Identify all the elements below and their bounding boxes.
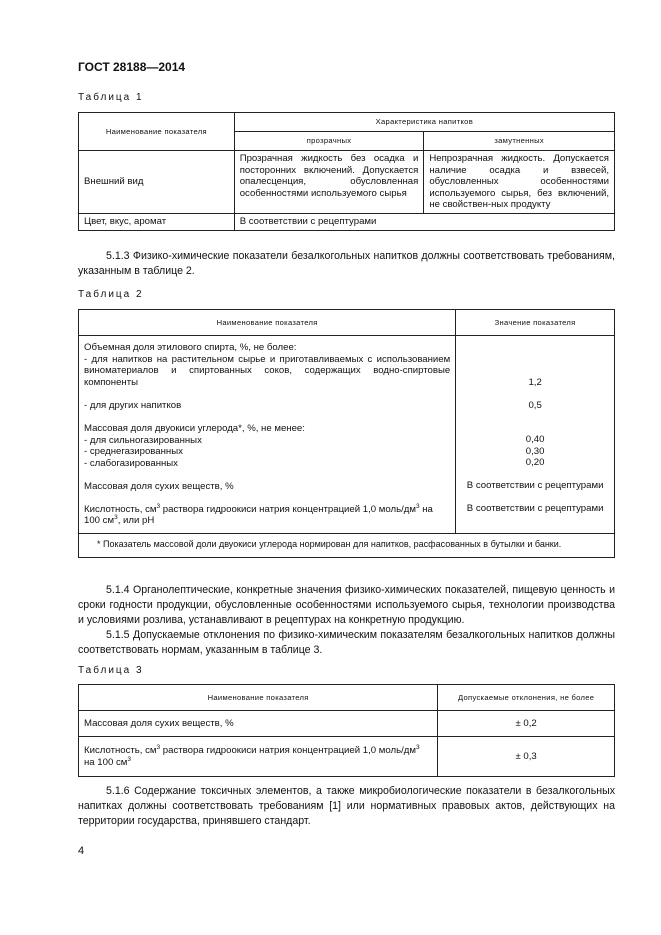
table1-cell-merged: В соответствии с рецептурами (234, 214, 614, 231)
co2-strong: - для сильногазированных (84, 434, 202, 446)
table1-caption: Таблица 1 (78, 92, 144, 103)
table3-solids-value: ± 0,2 (438, 711, 615, 737)
table1-header-turbid: замутненных (424, 132, 615, 151)
paragraph-5-1-3 (78, 249, 615, 279)
co2-weak: - слабогазированных (84, 457, 178, 469)
co2-strong-value: 0,40 (525, 434, 545, 445)
acidity: Кислотность, $см^3$ раствора гидроокиси натрия концентрацией 1,0 моль/$дм^3$ на 100 $см^3$, или рН (84, 502, 433, 526)
paragraph-5-1-5: 5.1.5 Допускаемые отклонения по физико-химическим показателям безалкогольных напитков должны соответствовать нормам, указанным в таблице 3. (78, 629, 615, 656)
paragraph-5-1-6-text: 5.1.6 Содержание токсичных элементов, а также микробиологические показатели в безалкогольных напитках должны соответствовать требованиям [1] или нормативных правовых актов, действующих на территории государства, принявшего стандарт. (78, 785, 615, 827)
table3-solids: Массовая доля сухих веществ, % (79, 711, 438, 737)
ethanol-other: - для других напитков (84, 400, 182, 411)
table3-caption: Таблица 3 (78, 665, 144, 676)
solids-value: В соответствии с рецептурами (466, 480, 604, 491)
table2 (78, 309, 615, 558)
table3 (78, 684, 615, 777)
solids: Массовая доля сухих веществ, % (84, 480, 234, 492)
table1-header-clear: прозрачных (234, 132, 424, 151)
ethanol-plant-value: 1,2 (528, 376, 542, 388)
co2-medium-value: 0,30 (525, 445, 545, 457)
table1-row-name: Цвет, вкус, аромат (79, 214, 235, 231)
table1-row-name: Внешний вид (79, 151, 235, 214)
page-number: 4 (78, 845, 85, 857)
co2-medium: - среднегазированных (84, 446, 183, 457)
co2-title: Массовая доля двуокиси углерода*, %, не менее: (84, 423, 305, 434)
table2-header-value: Значение показателя (456, 310, 615, 336)
table3-acidity: Кислотность, $см^3$ раствора гидроокиси натрия концентрацией 1,0 моль/$дм^3$ на 100 $см^3$ (79, 737, 438, 777)
table3-acidity-value: ± 0,3 (438, 737, 615, 777)
paragraph-5-1-3-text: 5.1.3 Физико-химические показатели безалкогольных напитков должны соответствовать требованиям, указанным в таблице 2. (78, 250, 615, 277)
table1-cell-turbid: Непрозрачная жидкость. Допускается наличие осадка и взвесей, обусловленных особенностями используемого сырья, без включений, не свойствен-ных продукту (424, 151, 615, 214)
table1 (78, 112, 615, 231)
table2-header-name: Наименование показателя (79, 310, 456, 336)
table1-header-group: Характеристика напитков (234, 113, 614, 132)
table2-cell-names (79, 336, 456, 534)
ethanol-title: Объемная доля этилового спирта, %, не более: (84, 342, 297, 353)
table2-caption: Таблица 2 (78, 289, 144, 300)
table2-footnote: * Показатель массовой доли двуокиси углерода нормирован для напитков, расфасованных в бутылки и банки. (79, 533, 615, 557)
table1-header-name: Наименование показателя (79, 113, 235, 151)
paragraph-5-1-6 (78, 784, 615, 829)
paragraph-5-1-4: 5.1.4 Органолептические, конкретные значения физико-химических показателей, пищевую ценность и сроки годности продукции, обусловленные особенностями используемого сырья, технологии производства и условиями розлива, устанавливают в рецептурах на конкретную продукцию. (78, 584, 615, 626)
table2-cell-values (456, 336, 615, 534)
co2-weak-value: 0,20 (525, 457, 545, 468)
table3-header-name: Наименование показателя (79, 685, 438, 711)
ethanol-other-value: 0,5 (528, 399, 542, 411)
paragraphs-5-1-4-5 (78, 583, 615, 658)
ethanol-plant: - для напитков на растительном сырье и приготавливаемых с использованием виноматериалов и спиртованных соков, содержащих водно-спиртовые компоненты (84, 353, 451, 388)
document-id: ГОСТ 28188—2014 (78, 60, 186, 74)
acidity-value: В соответствии с рецептурами (466, 503, 604, 514)
table1-cell-clear: Прозрачная жидкость без осадка и посторонних включений. Допускается опалесценция, обусловленная особенностями используемого сырья (234, 151, 424, 214)
table3-header-dev: Допускаемые отклонения, не более (438, 685, 615, 711)
